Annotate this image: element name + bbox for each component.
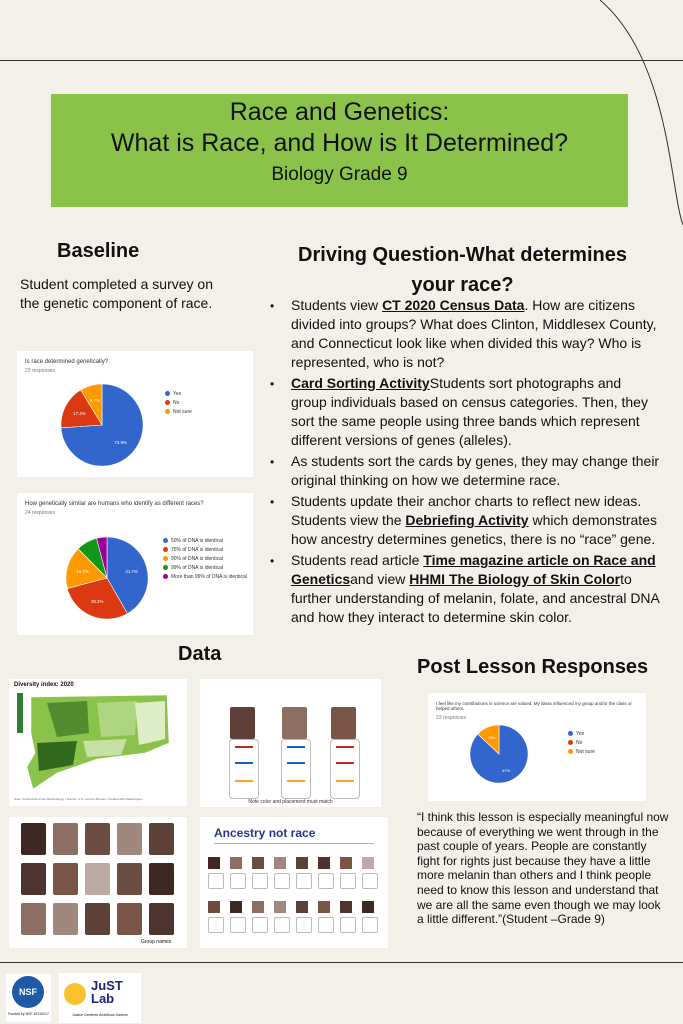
activity-list	[270, 296, 660, 629]
legend-swatch	[163, 547, 168, 552]
baseline-text: Student completed a survey on the genetic component of race.	[20, 276, 214, 311]
card-sorting-link[interactable]: Card Sorting Activity	[291, 375, 430, 391]
person-photo	[340, 901, 352, 913]
allele-card	[208, 873, 224, 889]
allele-card	[274, 873, 290, 889]
person-photo	[21, 903, 46, 935]
legend-item: More than 99% of DNA is identical	[163, 574, 247, 580]
person-photo	[149, 863, 174, 895]
person-photo	[252, 901, 264, 913]
list-item: • As students sort the cards by genes, they may change their original thinking on how we determine race.	[270, 452, 660, 490]
nsf-caption: Funded by NSF #2110217	[8, 1012, 49, 1016]
pie-label: 29.2%	[90, 598, 104, 604]
allele-card	[318, 873, 334, 889]
person-photo	[318, 857, 330, 869]
legend-swatch	[163, 565, 168, 570]
person-photo	[85, 863, 110, 895]
legend-swatch	[165, 409, 170, 414]
map-footer: Note: Connecticut Index Methodology • Source: U.S. Census Bureau • Created with Datawrapper	[14, 797, 143, 801]
legend-item: Yes	[165, 391, 192, 397]
legend-item: Yes	[568, 731, 595, 737]
person-photo	[318, 901, 330, 913]
person-photo	[149, 903, 174, 935]
person-photo	[362, 857, 374, 869]
person-photo	[230, 707, 255, 739]
allele-card	[362, 917, 378, 933]
chart2-legend	[163, 538, 247, 583]
person-photo	[21, 863, 46, 895]
allele-card	[330, 739, 360, 799]
allele-card	[252, 873, 268, 889]
person-photo	[53, 903, 78, 935]
person-photo	[274, 901, 286, 913]
allele-card	[296, 917, 312, 933]
legend-swatch	[165, 391, 170, 396]
pie-label: 73.9%	[114, 439, 127, 445]
pie-label: 13%	[487, 734, 496, 740]
person-photo	[53, 863, 78, 895]
pie-label: 41.7%	[125, 568, 138, 574]
allele-card	[208, 917, 224, 933]
chart2-pie	[62, 533, 152, 623]
legend-swatch	[163, 574, 168, 579]
legend-item: 90% of DNA is identical	[163, 556, 247, 562]
chart2-subtitle: 24 responses	[25, 510, 56, 516]
legend-swatch	[568, 731, 573, 736]
allele-card	[318, 917, 334, 933]
title-line-2: What is Race, and How is It Determined?	[110, 129, 569, 157]
post-lesson-heading: Post Lesson Responses	[417, 656, 649, 678]
survey-chart-1	[17, 351, 253, 477]
survey-chart-2	[17, 493, 253, 635]
time-article-link[interactable]: Time magazine article on Race and Genetics	[291, 552, 656, 587]
census-data-link[interactable]: CT 2020 Census Data	[382, 297, 525, 313]
chart3-subtitle: 23 responses	[436, 715, 467, 721]
person-photo	[282, 707, 307, 739]
person-photo	[117, 863, 142, 895]
title-underline	[214, 843, 374, 844]
allele-card	[340, 917, 356, 933]
allele-card	[229, 739, 259, 799]
person-photo	[53, 823, 78, 855]
chart1-legend	[165, 391, 192, 418]
chart1-subtitle: 23 responses	[25, 368, 56, 374]
legend-swatch	[568, 740, 573, 745]
legend-swatch	[568, 749, 573, 754]
driving-question-line-2: your race?	[411, 274, 514, 296]
debriefing-activity-link[interactable]: Debriefing Activity	[405, 512, 529, 528]
person-photo	[117, 903, 142, 935]
allele-card	[340, 873, 356, 889]
chart1-pie	[57, 379, 147, 471]
legend-swatch	[163, 538, 168, 543]
person-photo	[331, 707, 356, 739]
driving-question-line-1: Driving Question-What determines	[298, 244, 627, 266]
allele-card	[362, 873, 378, 889]
chart2-title: How genetically similar are humans who identify as different races?	[25, 501, 204, 507]
person-photo	[230, 857, 242, 869]
person-photo	[21, 823, 46, 855]
person-photo	[117, 823, 142, 855]
person-photo	[149, 823, 174, 855]
sort-note: Note color and placement must match	[248, 799, 333, 805]
connecticut-map	[17, 693, 182, 793]
person-photo	[85, 823, 110, 855]
chart1-title: Is race determined genetically?	[25, 359, 109, 365]
ancestry-title: Ancestry not race	[214, 826, 316, 840]
chart3-title: I feel like my contributions in science are valued. My ideas influenced my group and/or the class or helped others.	[436, 701, 632, 711]
subtitle: Biology Grade 9	[271, 164, 408, 185]
legend-item: 99% of DNA is identical	[163, 565, 247, 571]
student-quote: “I think this lesson is especially meaningful now because of everything we went through in the past couple of years. People are constantly fight for rights just because they have a little more melanin than others and I think people need to know this lesson and understand that we are all the same even though we may look a little different.”(Student –Grade 9)	[417, 810, 669, 927]
just-lab-caption: Justice Centered Ambitious Science	[72, 1013, 128, 1017]
allele-card	[252, 917, 268, 933]
list-item: • Students read article Time magazine article on Race and Geneticsand view HHMI The Biology of Skin Colorto further understanding of melanin, folate, and ancestral DNA and how they interact to determine skin color.	[270, 551, 660, 627]
allele-card	[296, 873, 312, 889]
data-heading: Data	[178, 643, 222, 665]
person-photo	[340, 857, 352, 869]
nsf-logo	[6, 974, 51, 1022]
legend-swatch	[163, 556, 168, 561]
allele-card	[274, 917, 290, 933]
baseline-heading: Baseline	[57, 240, 140, 262]
legend-item: No	[165, 400, 192, 406]
legend-swatch	[165, 400, 170, 405]
pie-label: 16.7%	[76, 568, 89, 574]
person-photo	[274, 857, 286, 869]
band-sorting-panel	[200, 679, 381, 807]
just-lab-name: JuST Lab	[91, 978, 123, 1006]
person-photo	[296, 857, 308, 869]
person-photo	[208, 901, 220, 913]
pie-label: 8.7%	[90, 397, 101, 403]
legend-item: 75% of DNA is identical	[163, 547, 247, 553]
list-item: • Students view CT 2020 Census Data. How are citizens divided into groups? What does Clinton, Middlesex County, and Connecticut look like when divided this way? Who is represented, who is not?	[270, 296, 660, 372]
photo-grid-panel	[9, 817, 187, 948]
legend-item: No	[568, 740, 595, 746]
person-photo	[296, 901, 308, 913]
person-photo	[208, 857, 220, 869]
diversity-map-panel	[9, 679, 187, 806]
hhmi-video-link[interactable]: HHMI The Biology of Skin Color	[409, 571, 621, 587]
driving-question-heading	[270, 240, 655, 300]
legend-item: Not sure	[165, 409, 192, 415]
just-lab-logo	[59, 973, 141, 1023]
allele-card	[230, 873, 246, 889]
person-photo	[230, 901, 242, 913]
legend-item: 50% of DNA is identical	[163, 538, 247, 544]
person-photo	[85, 903, 110, 935]
allele-card	[281, 739, 311, 799]
title-banner	[51, 94, 628, 207]
bottom-divider	[0, 962, 683, 963]
allele-card	[230, 917, 246, 933]
sun-icon	[64, 983, 86, 1005]
chart3-pie	[468, 723, 530, 785]
person-photo	[252, 857, 264, 869]
nsf-seal: NSF	[12, 976, 44, 1008]
list-item: • Card Sorting ActivityStudents sort photographs and group individuals based on census categories. Then, they sort the same people using three bands which represent different versions of genes (alleles).	[270, 374, 660, 450]
list-item: • Students update their anchor charts to reflect new ideas. Students view the Debriefing Activity which demonstrates how ancestry determines genetics, there is no “race” gene.	[270, 492, 660, 549]
survey-chart-3	[428, 693, 646, 801]
pie-label: 17.4%	[73, 410, 86, 416]
legend-item: Not sure	[568, 749, 595, 755]
chart3-legend	[568, 731, 595, 758]
title-line-1: Race and Genetics:	[229, 98, 450, 126]
group-names-label: Group names	[141, 939, 172, 945]
map-title: Diversity index: 2020	[14, 682, 74, 688]
ancestry-panel	[200, 817, 388, 948]
person-photo	[362, 901, 374, 913]
pie-label: 87%	[502, 767, 511, 773]
